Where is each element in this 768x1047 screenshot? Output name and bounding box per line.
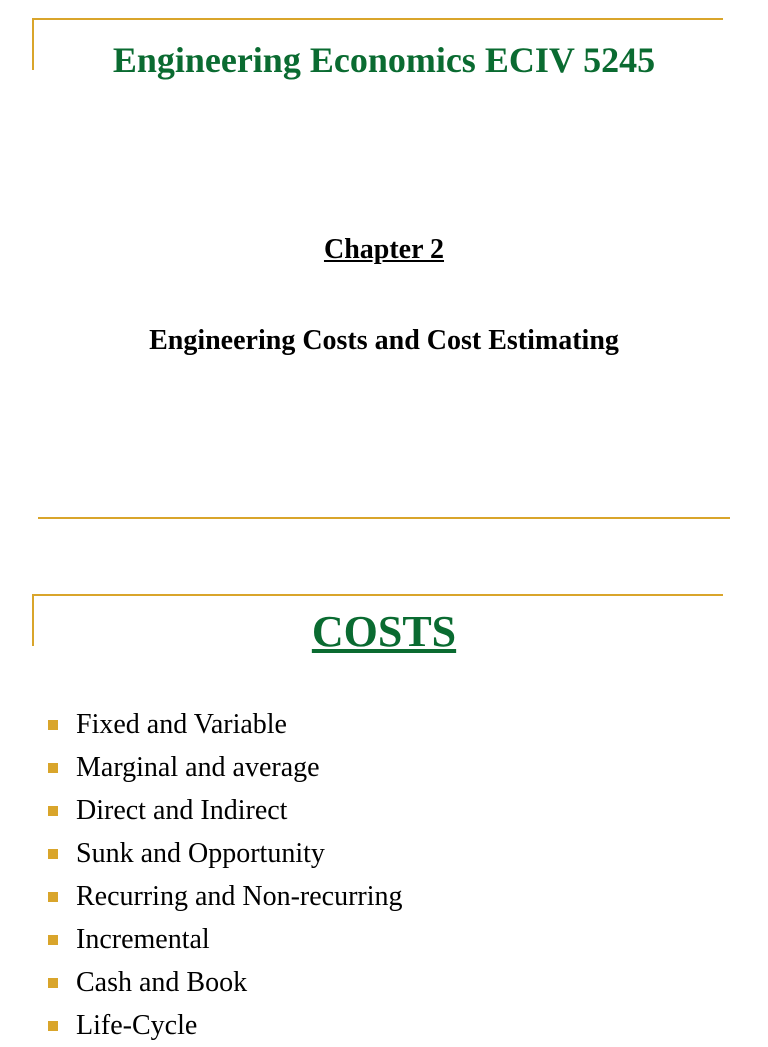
list-item: [48, 918, 403, 961]
slide1-top-rule: [32, 18, 723, 20]
bullet-text: Cash and Book: [76, 966, 248, 998]
costs-bullet-list: [48, 703, 403, 1047]
list-item: [48, 832, 403, 875]
list-item: [48, 703, 403, 746]
list-item: [48, 961, 403, 1004]
square-bullet-icon: [48, 763, 58, 773]
list-item: [48, 1004, 403, 1047]
bullet-text: Life-Cycle: [76, 1009, 198, 1041]
list-item: [48, 746, 403, 789]
bullet-text: Incremental: [76, 923, 210, 955]
square-bullet-icon: [48, 935, 58, 945]
bullet-text: Marginal and average: [76, 751, 320, 783]
list-item: [48, 789, 403, 832]
square-bullet-icon: [48, 720, 58, 730]
chapter-subtitle: Engineering Costs and Cost Estimating: [149, 325, 619, 356]
bullet-text: Fixed and Variable: [76, 708, 287, 740]
square-bullet-icon: [48, 849, 58, 859]
square-bullet-icon: [48, 978, 58, 988]
slide1-title: Engineering Economics ECIV 5245: [112, 40, 656, 80]
square-bullet-icon: [48, 892, 58, 902]
square-bullet-icon: [48, 1021, 58, 1031]
chapter-heading: Chapter 2: [323, 234, 445, 265]
slide-divider: [38, 517, 730, 519]
square-bullet-icon: [48, 806, 58, 816]
bullet-text: Direct and Indirect: [76, 794, 288, 826]
list-item: [48, 875, 403, 918]
slide2-title: COSTS: [311, 607, 457, 656]
bullet-text: Sunk and Opportunity: [76, 837, 325, 869]
bullet-text: Recurring and Non-recurring: [76, 880, 403, 912]
slide2-top-rule: [32, 594, 723, 596]
